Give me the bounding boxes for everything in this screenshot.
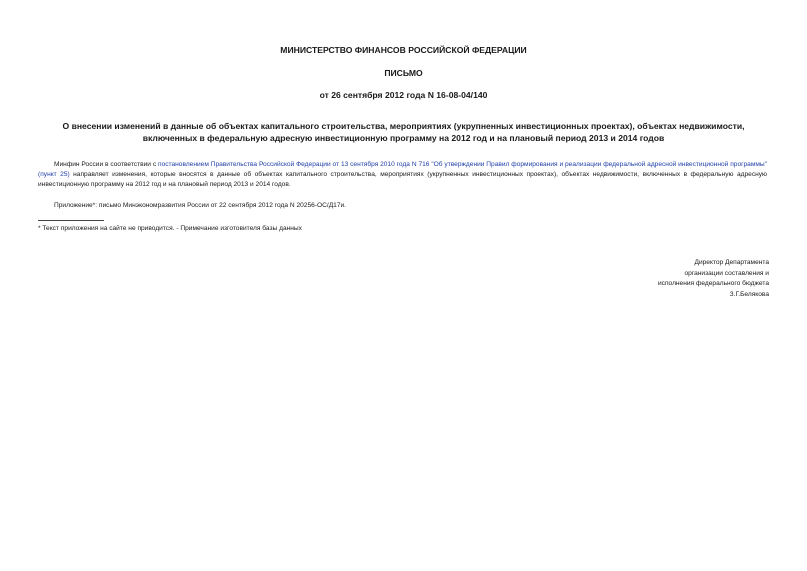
document-title: О внесении изменений в данные об объектах капитального строительства, мероприятиях (укрупненных инвестиционных проектах), объектах недвижимости, включенных в федеральную адресную инвестиционную программу на 2012 год и на плановый период 2013 и 2014 годов — [62, 121, 745, 143]
government-decree-link[interactable]: постановлением Правительства Российской Федерации от 13 сентября 2010 года N 716 "Об утверждении Правил формирования и реализации федеральной адресной инвестиционной программы" (пункт 25) — [38, 161, 767, 178]
ministry-heading: МИНИСТЕРСТВО ФИНАНСОВ РОССИЙСКОЙ ФЕДЕРАЦИИ — [280, 45, 527, 55]
appendix-note: Приложение*: письмо Минэкономразвития России от 22 сентября 2012 года N 20256-ОС/Д17и. — [54, 202, 347, 209]
body-text-end: направляет изменения, которые вносятся в данные об объектах капитального строительства, мероприятиях (укрупненных инвестиционных проектах), объектах недвижимости, включенных в федеральную адресную инвестиционную программу на 2012 год и на плановый период 2013 и 2014 годов. — [38, 171, 767, 188]
signature-name: З.Г.Белякова — [729, 290, 769, 298]
signature-title-line2: организации составления и — [684, 269, 769, 277]
document-date-number: от 26 сентября 2012 года N 16-08-04/140 — [319, 90, 488, 100]
document-type: ПИСЬМО — [384, 68, 423, 78]
signature-block — [658, 258, 769, 300]
signature-title-line1: Директор Департамента — [694, 259, 769, 266]
footnote-divider — [38, 220, 104, 221]
body-paragraph — [38, 160, 767, 190]
body-text-start: Минфин России в соответствии с — [54, 161, 159, 168]
footnote: * Текст приложения на сайте не приводится. - Примечание изготовителя базы данных — [38, 225, 302, 232]
signature-title-line3: исполнения федерального бюджета — [658, 280, 769, 288]
